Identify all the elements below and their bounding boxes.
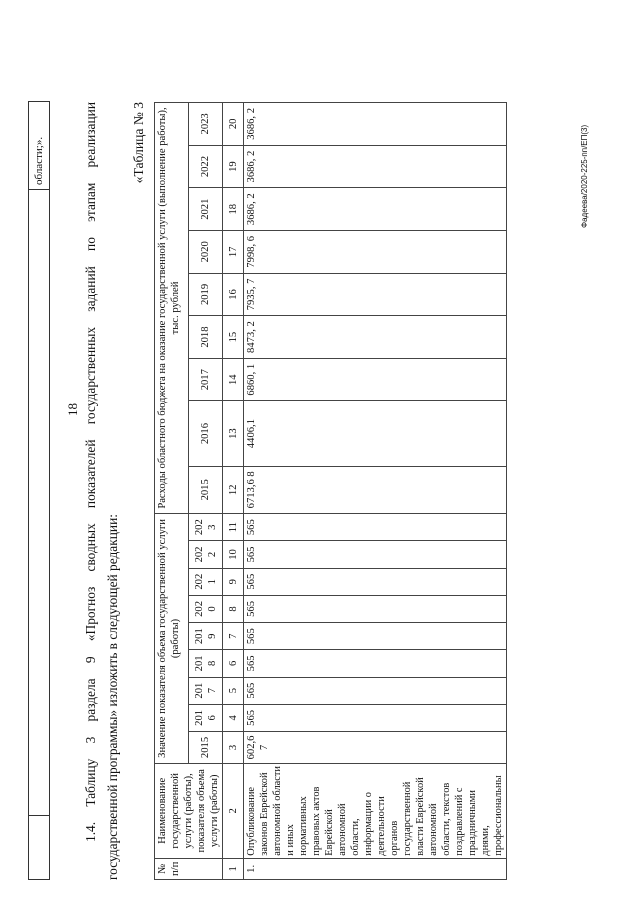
table-caption: «Таблица № 3 (131, 102, 146, 184)
expense-value: 7935, 7 (244, 273, 507, 316)
column-index: 20 (223, 103, 244, 146)
page-number: 18 (65, 403, 80, 416)
expense-year: 2018 (189, 316, 223, 359)
volume-value: 565 (244, 595, 507, 622)
volume-year: 201 7 (189, 677, 223, 704)
header-num: № п/п (155, 858, 223, 879)
volume-value: 565 (244, 513, 507, 540)
row-service-name: Опубликование законов Еврейской автономной области и иных нормативных правовых актов Еврейской автономной области, информации о деятельности органов государственной власти Еврейской автономной области, текстов поздравлений с праздничными днями, профессиональны (244, 763, 507, 858)
header-name: Наименование государственной услуги (работы), показателя объема услуги (работы) (155, 763, 223, 858)
column-index: 3 (223, 731, 244, 763)
expense-value: 3686, 2 (244, 188, 507, 231)
table-row (244, 103, 507, 880)
column-index: 13 (223, 401, 244, 466)
header-expense-group: Расходы областного бюджета на оказание государственной услуги (выполнение работы), тыс. рублей (155, 103, 189, 514)
expense-year: 2017 (189, 358, 223, 401)
column-index: 9 (223, 568, 244, 595)
expense-year: 2015 (189, 466, 223, 513)
column-index: 10 (223, 541, 244, 568)
column-index: 14 (223, 358, 244, 401)
column-index-row (223, 103, 244, 880)
volume-year: 202 2 (189, 541, 223, 568)
expense-value: 7998, 6 (244, 231, 507, 274)
volume-year: 201 8 (189, 650, 223, 677)
previous-table-end (28, 101, 50, 880)
volume-year: 201 6 (189, 704, 223, 731)
column-index: 11 (223, 513, 244, 540)
volume-value: 565 (244, 677, 507, 704)
header-row-years (189, 103, 223, 880)
expense-year: 2016 (189, 401, 223, 466)
header-row-groups (155, 103, 189, 880)
expense-year: 2022 (189, 145, 223, 188)
volume-year: 201 9 (189, 623, 223, 650)
volume-year: 2015 (189, 731, 223, 763)
volume-year: 202 1 (189, 568, 223, 595)
expense-year: 2023 (189, 103, 223, 146)
column-index: 2 (223, 763, 244, 858)
column-index: 4 (223, 704, 244, 731)
expense-value: 6860, 1 (244, 358, 507, 401)
column-index: 8 (223, 595, 244, 622)
row-num: 1. (244, 858, 507, 879)
previous-table-text: области;». (29, 102, 50, 190)
volume-year: 202 0 (189, 595, 223, 622)
expense-value: 3686, 2 (244, 103, 507, 146)
expense-year: 2021 (189, 188, 223, 231)
column-index: 17 (223, 231, 244, 274)
empty-cell (29, 190, 50, 816)
intro-line-1: 1.4. Таблицу 3 раздела 9 «Прогноз сводных показателей государственных заданий по этапам реализации (83, 102, 98, 842)
empty-cell (29, 816, 50, 880)
document-page (28, 20, 608, 880)
column-index: 19 (223, 145, 244, 188)
volume-value: 565 (244, 541, 507, 568)
volume-value: 565 (244, 650, 507, 677)
column-index: 18 (223, 188, 244, 231)
volume-year: 202 3 (189, 513, 223, 540)
forecast-table (154, 102, 507, 880)
expense-value: 8473, 2 (244, 316, 507, 359)
document-footer: Фадеева/2020-225-пп/ЕП(3) (580, 124, 589, 228)
column-index: 12 (223, 466, 244, 513)
volume-value: 602,6 7 (244, 731, 507, 763)
expense-value: 3686, 2 (244, 145, 507, 188)
volume-value: 565 (244, 704, 507, 731)
expense-year: 2020 (189, 231, 223, 274)
header-volume-group: Значение показателя объема государственной услуги (работы) (155, 513, 189, 763)
intro-line-2: государственной программы» изложить в следующей редакции: (105, 514, 120, 880)
expense-value: 4406,1 (244, 401, 507, 466)
expense-value: 6713,6 8 (244, 466, 507, 513)
column-index: 1 (223, 858, 244, 879)
volume-value: 565 (244, 568, 507, 595)
column-index: 6 (223, 650, 244, 677)
column-index: 16 (223, 273, 244, 316)
expense-year: 2019 (189, 273, 223, 316)
volume-value: 565 (244, 623, 507, 650)
column-index: 5 (223, 677, 244, 704)
column-index: 15 (223, 316, 244, 359)
column-index: 7 (223, 623, 244, 650)
intro-paragraph (80, 102, 124, 880)
